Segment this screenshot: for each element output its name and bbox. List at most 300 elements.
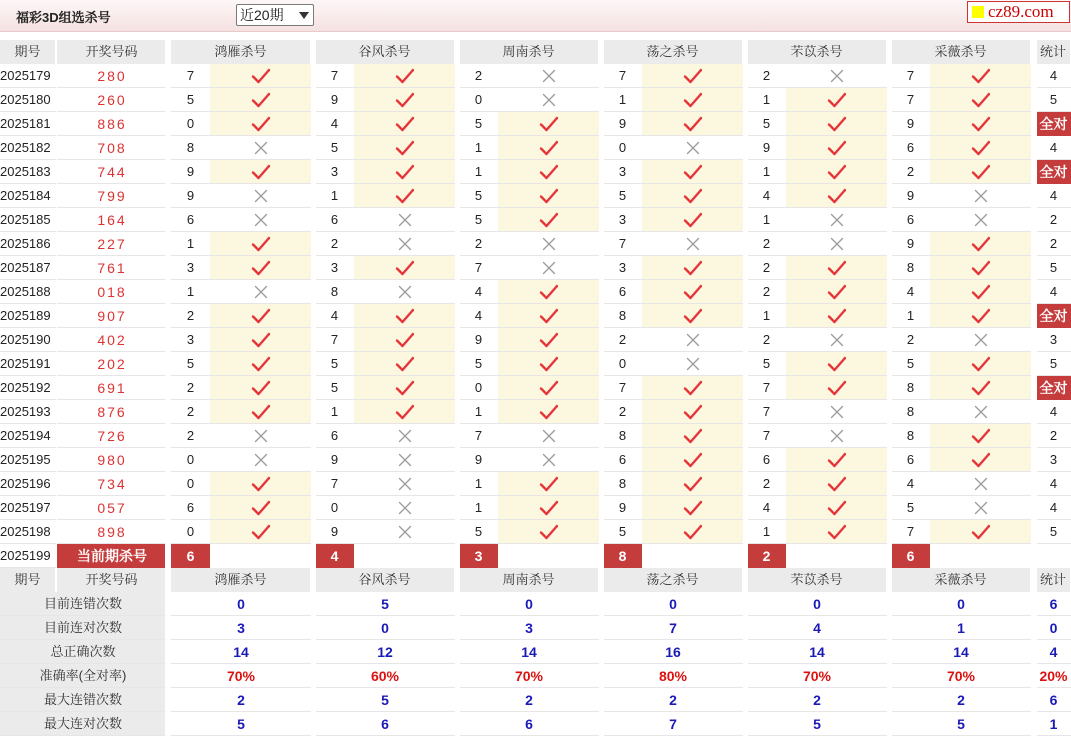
checkmark-shape — [827, 116, 847, 132]
check-icon — [354, 136, 455, 160]
cross-shape — [398, 213, 412, 227]
kill-number: 6 — [315, 424, 354, 448]
issue-number: 2025189 — [0, 304, 56, 328]
check-icon — [642, 112, 743, 136]
checkmark-shape — [395, 116, 415, 132]
kill-number: 3 — [315, 256, 354, 280]
checkmark-shape — [683, 308, 703, 324]
kill-number: 7 — [315, 64, 354, 88]
kill-number: 7 — [891, 64, 930, 88]
kill-number: 8 — [171, 136, 210, 160]
table-row — [0, 184, 1071, 208]
kill-number: 1 — [747, 88, 786, 112]
checkmark-shape — [539, 284, 559, 300]
checkmark-shape — [683, 284, 703, 300]
header-expert-6[interactable]: 采薇杀号 — [891, 568, 1031, 592]
checkmark-shape — [683, 188, 703, 204]
kill-number: 8 — [891, 376, 930, 400]
issue-number: 2025198 — [0, 520, 56, 544]
check-icon — [354, 256, 455, 280]
checkmark-shape — [251, 164, 271, 180]
stats-value: 14 — [171, 640, 311, 664]
table-row — [0, 424, 1071, 448]
draw-number: 202 — [57, 352, 167, 376]
checkmark-shape — [539, 212, 559, 228]
check-icon — [354, 304, 455, 328]
header-expert-1[interactable]: 鸿雁杀号 — [171, 568, 311, 592]
checkmark-shape — [539, 476, 559, 492]
check-icon — [354, 112, 455, 136]
stats-value: 80% — [603, 664, 743, 688]
check-icon — [642, 184, 743, 208]
draw-number: 907 — [57, 304, 167, 328]
issue-number: 2025195 — [0, 448, 56, 472]
stats-value: 4 — [747, 616, 887, 640]
issue-number: 2025186 — [0, 232, 56, 256]
checkmark-shape — [251, 356, 271, 372]
kill-number: 9 — [315, 448, 354, 472]
logo-square-icon — [972, 6, 984, 18]
kill-number: 9 — [603, 496, 642, 520]
draw-number: 761 — [57, 256, 167, 280]
chevron-down-icon — [299, 12, 309, 19]
issue-number: 2025187 — [0, 256, 56, 280]
check-icon — [642, 88, 743, 112]
header-expert-2[interactable]: 谷风杀号 — [315, 40, 455, 64]
table-row — [0, 376, 1071, 400]
checkmark-shape — [971, 236, 991, 252]
kill-number: 4 — [891, 280, 930, 304]
header-draw-number: 开奖号码 — [57, 568, 167, 592]
column-separator — [457, 40, 460, 736]
cross-shape — [974, 189, 988, 203]
check-icon — [498, 280, 599, 304]
table-row — [0, 208, 1071, 232]
kill-number: 1 — [171, 232, 210, 256]
check-icon — [786, 160, 887, 184]
checkmark-shape — [251, 308, 271, 324]
column-separator — [745, 40, 748, 736]
page-title: 福彩3D组选杀号 — [16, 10, 111, 25]
kill-number: 0 — [171, 520, 210, 544]
check-icon — [210, 304, 311, 328]
kill-number: 0 — [315, 496, 354, 520]
stat-cell: 2 — [1036, 232, 1071, 256]
period-select[interactable] — [236, 4, 314, 26]
header-expert-4[interactable]: 荡之杀号 — [603, 40, 743, 64]
check-icon — [930, 304, 1031, 328]
draw-number: 227 — [57, 232, 167, 256]
check-icon — [210, 520, 311, 544]
stats-value: 1 — [891, 616, 1031, 640]
header-issue: 期号 — [0, 568, 56, 592]
check-icon — [498, 112, 599, 136]
checkmark-shape — [539, 404, 559, 420]
check-icon — [930, 232, 1031, 256]
top-bar — [0, 0, 1071, 32]
kill-number: 2 — [747, 256, 786, 280]
kill-number: 5 — [459, 208, 498, 232]
cross-shape — [254, 285, 268, 299]
checkmark-shape — [395, 356, 415, 372]
header-expert-3[interactable]: 周南杀号 — [459, 568, 599, 592]
checkmark-shape — [539, 140, 559, 156]
cross-shape — [398, 453, 412, 467]
stats-value: 0 — [315, 616, 455, 640]
stat-cell: 2 — [1036, 424, 1071, 448]
cross-icon — [786, 64, 887, 88]
stats-value: 70% — [459, 664, 599, 688]
check-icon — [786, 256, 887, 280]
table-row — [0, 280, 1071, 304]
header-expert-5[interactable]: 芣苡杀号 — [747, 40, 887, 64]
kill-number: 5 — [603, 520, 642, 544]
cross-shape — [542, 237, 556, 251]
stats-value: 14 — [891, 640, 1031, 664]
kill-number: 7 — [459, 424, 498, 448]
check-icon — [642, 280, 743, 304]
cross-shape — [686, 357, 700, 371]
header-issue: 期号 — [0, 40, 56, 64]
checkmark-shape — [827, 500, 847, 516]
kill-number: 0 — [171, 448, 210, 472]
kill-number: 5 — [891, 352, 930, 376]
kill-number: 2 — [171, 376, 210, 400]
issue-number: 2025183 — [0, 160, 56, 184]
checkmark-shape — [827, 476, 847, 492]
cross-shape — [254, 429, 268, 443]
cross-icon — [498, 448, 599, 472]
cross-icon — [210, 280, 311, 304]
kill-number: 9 — [747, 136, 786, 160]
check-icon — [930, 136, 1031, 160]
check-icon — [498, 520, 599, 544]
cross-shape — [254, 189, 268, 203]
draw-number: 280 — [57, 64, 167, 88]
kill-number: 3 — [603, 160, 642, 184]
checkmark-shape — [971, 524, 991, 540]
kill-number: 2 — [747, 64, 786, 88]
stats-value: 12 — [315, 640, 455, 664]
header-expert-5[interactable]: 芣苡杀号 — [747, 568, 887, 592]
current-period-row — [0, 544, 1071, 568]
stats-total: 20% — [1036, 664, 1071, 688]
kill-number: 4 — [459, 280, 498, 304]
kill-number: 2 — [747, 232, 786, 256]
draw-number: 886 — [57, 112, 167, 136]
kill-number: 5 — [747, 112, 786, 136]
stats-value: 7 — [603, 712, 743, 736]
stats-value: 2 — [171, 688, 311, 712]
cross-icon — [354, 520, 455, 544]
checkmark-shape — [971, 164, 991, 180]
kill-number: 5 — [315, 376, 354, 400]
stat-cell: 3 — [1036, 448, 1071, 472]
cross-icon — [930, 496, 1031, 520]
kill-number: 7 — [747, 424, 786, 448]
check-icon — [354, 160, 455, 184]
cross-shape — [686, 333, 700, 347]
cross-shape — [542, 69, 556, 83]
check-icon — [210, 160, 311, 184]
cross-shape — [830, 213, 844, 227]
kill-number: 6 — [891, 136, 930, 160]
table-row — [0, 64, 1071, 88]
checkmark-shape — [251, 92, 271, 108]
cross-icon — [786, 400, 887, 424]
check-icon — [498, 400, 599, 424]
kill-number: 2 — [747, 280, 786, 304]
table-header-row — [0, 40, 1071, 64]
cross-icon — [210, 424, 311, 448]
stats-value: 0 — [459, 592, 599, 616]
table-row — [0, 256, 1071, 280]
cross-icon — [786, 328, 887, 352]
draw-number: 018 — [57, 280, 167, 304]
cross-shape — [686, 237, 700, 251]
kill-number: 5 — [459, 520, 498, 544]
header-expert-1[interactable]: 鸿雁杀号 — [171, 40, 311, 64]
current-issue: 2025199 — [0, 544, 56, 568]
kill-number: 2 — [171, 424, 210, 448]
check-icon — [786, 376, 887, 400]
stats-row — [0, 712, 1071, 736]
checkmark-shape — [395, 68, 415, 84]
current-kill-label: 当前期杀号 — [57, 544, 167, 568]
kill-number: 0 — [459, 88, 498, 112]
stat-cell: 4 — [1036, 184, 1071, 208]
kill-number: 5 — [459, 352, 498, 376]
stat-cell: 5 — [1036, 88, 1071, 112]
column-separator — [1034, 40, 1037, 736]
stat-cell: 全对 — [1036, 160, 1071, 184]
checkmark-shape — [971, 260, 991, 276]
checkmark-shape — [539, 524, 559, 540]
stats-value: 5 — [171, 712, 311, 736]
cross-icon — [354, 448, 455, 472]
current-kill-number: 8 — [603, 544, 642, 568]
stat-cell: 全对 — [1036, 304, 1071, 328]
table-row — [0, 496, 1071, 520]
checkmark-shape — [827, 284, 847, 300]
column-separator — [601, 40, 604, 736]
stats-value: 60% — [315, 664, 455, 688]
kill-number: 2 — [891, 160, 930, 184]
cross-icon — [354, 232, 455, 256]
check-icon — [642, 64, 743, 88]
cross-icon — [354, 496, 455, 520]
checkmark-shape — [539, 500, 559, 516]
checkmark-shape — [251, 68, 271, 84]
stat-cell: 全对 — [1036, 376, 1071, 400]
stats-value: 6 — [315, 712, 455, 736]
check-icon — [930, 448, 1031, 472]
cross-icon — [930, 328, 1031, 352]
stats-total: 4 — [1036, 640, 1071, 664]
kill-number: 7 — [171, 64, 210, 88]
checkmark-shape — [539, 356, 559, 372]
checkmark-shape — [395, 164, 415, 180]
check-icon — [498, 328, 599, 352]
stats-total: 0 — [1036, 616, 1071, 640]
check-icon — [786, 136, 887, 160]
current-kill-number: 2 — [747, 544, 786, 568]
stats-value: 0 — [891, 592, 1031, 616]
check-icon — [498, 304, 599, 328]
site-logo[interactable] — [967, 1, 1070, 23]
check-icon — [210, 328, 311, 352]
checkmark-shape — [395, 332, 415, 348]
cross-shape — [830, 333, 844, 347]
kill-number: 1 — [171, 280, 210, 304]
kill-number: 9 — [171, 184, 210, 208]
stats-value: 2 — [891, 688, 1031, 712]
check-icon — [930, 256, 1031, 280]
stat-cell: 4 — [1036, 64, 1071, 88]
stat-cell: 5 — [1036, 520, 1071, 544]
check-icon — [786, 352, 887, 376]
kill-number: 0 — [171, 112, 210, 136]
checkmark-shape — [971, 140, 991, 156]
checkmark-shape — [683, 92, 703, 108]
cross-shape — [254, 141, 268, 155]
cross-shape — [542, 261, 556, 275]
kill-number: 2 — [747, 328, 786, 352]
kill-number: 9 — [459, 448, 498, 472]
kill-number: 6 — [603, 448, 642, 472]
cross-icon — [498, 424, 599, 448]
table-row — [0, 328, 1071, 352]
cross-icon — [354, 424, 455, 448]
kill-number: 7 — [603, 64, 642, 88]
cross-shape — [974, 405, 988, 419]
check-icon — [498, 136, 599, 160]
checkmark-shape — [971, 380, 991, 396]
checkmark-shape — [971, 428, 991, 444]
checkmark-shape — [971, 356, 991, 372]
check-icon — [642, 208, 743, 232]
kill-number: 4 — [891, 472, 930, 496]
column-separator — [165, 40, 168, 736]
header-expert-3[interactable]: 周南杀号 — [459, 40, 599, 64]
check-icon — [498, 352, 599, 376]
stats-value: 5 — [891, 712, 1031, 736]
kill-number: 6 — [891, 208, 930, 232]
checkmark-shape — [395, 404, 415, 420]
issue-number: 2025185 — [0, 208, 56, 232]
check-icon — [210, 64, 311, 88]
kill-number: 0 — [603, 352, 642, 376]
stats-value: 2 — [603, 688, 743, 712]
cross-shape — [830, 405, 844, 419]
check-icon — [642, 496, 743, 520]
check-icon — [210, 472, 311, 496]
header-draw-number: 开奖号码 — [57, 40, 167, 64]
check-icon — [210, 352, 311, 376]
check-icon — [498, 184, 599, 208]
check-icon — [354, 400, 455, 424]
table-row — [0, 520, 1071, 544]
issue-number: 2025191 — [0, 352, 56, 376]
check-icon — [786, 496, 887, 520]
checkmark-shape — [539, 380, 559, 396]
kill-number: 7 — [891, 88, 930, 112]
kill-number: 3 — [603, 256, 642, 280]
check-icon — [930, 520, 1031, 544]
kill-number: 1 — [459, 472, 498, 496]
header-expert-2[interactable]: 谷风杀号 — [315, 568, 455, 592]
kill-number: 7 — [315, 328, 354, 352]
check-icon — [642, 424, 743, 448]
table-row — [0, 400, 1071, 424]
kill-number: 5 — [315, 352, 354, 376]
stats-total: 1 — [1036, 712, 1071, 736]
checkmark-shape — [251, 380, 271, 396]
checkmark-shape — [683, 428, 703, 444]
kill-number: 6 — [891, 448, 930, 472]
kill-number: 0 — [459, 376, 498, 400]
stat-cell: 5 — [1036, 352, 1071, 376]
cross-icon — [498, 64, 599, 88]
table-row — [0, 304, 1071, 328]
kill-number: 4 — [747, 496, 786, 520]
check-icon — [210, 256, 311, 280]
kill-number: 8 — [891, 424, 930, 448]
cross-icon — [354, 472, 455, 496]
check-icon — [642, 400, 743, 424]
issue-number: 2025193 — [0, 400, 56, 424]
kill-number: 4 — [315, 304, 354, 328]
check-icon — [354, 88, 455, 112]
kill-number: 5 — [315, 136, 354, 160]
checkmark-shape — [395, 140, 415, 156]
check-icon — [786, 304, 887, 328]
checkmark-shape — [251, 332, 271, 348]
check-icon — [930, 376, 1031, 400]
checkmark-shape — [683, 476, 703, 492]
kill-number: 6 — [315, 208, 354, 232]
header-expert-6[interactable]: 采薇杀号 — [891, 40, 1031, 64]
kill-number: 1 — [315, 184, 354, 208]
cross-shape — [398, 237, 412, 251]
header-expert-4[interactable]: 荡之杀号 — [603, 568, 743, 592]
kill-number: 0 — [171, 472, 210, 496]
kill-number: 7 — [459, 256, 498, 280]
cross-shape — [398, 525, 412, 539]
cross-icon — [642, 232, 743, 256]
draw-number: 164 — [57, 208, 167, 232]
check-icon — [930, 424, 1031, 448]
kill-number: 2 — [171, 304, 210, 328]
issue-number: 2025190 — [0, 328, 56, 352]
checkmark-shape — [683, 212, 703, 228]
checkmark-shape — [683, 164, 703, 180]
stats-row — [0, 592, 1071, 616]
check-icon — [642, 448, 743, 472]
check-icon — [930, 64, 1031, 88]
cross-icon — [498, 232, 599, 256]
cross-icon — [210, 136, 311, 160]
kill-number: 9 — [315, 88, 354, 112]
issue-number: 2025179 — [0, 64, 56, 88]
checkmark-shape — [539, 332, 559, 348]
draw-number: 260 — [57, 88, 167, 112]
kill-number: 1 — [459, 400, 498, 424]
cross-icon — [354, 280, 455, 304]
cross-shape — [974, 501, 988, 515]
cross-icon — [210, 184, 311, 208]
stats-value: 14 — [747, 640, 887, 664]
